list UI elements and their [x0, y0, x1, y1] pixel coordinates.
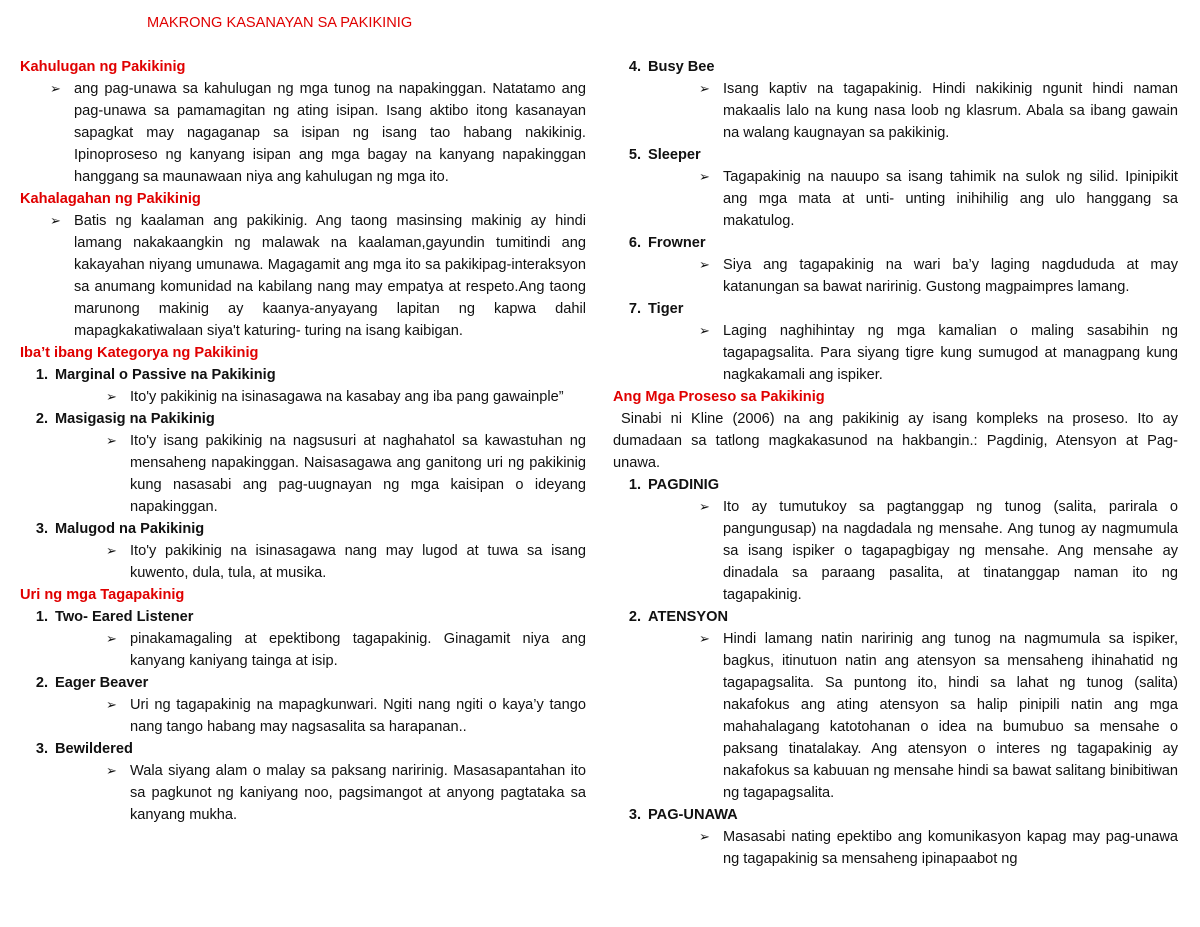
section-uri-continued — [613, 56, 1178, 386]
proseso-item-bullet: ➢ Ito ay tumutukoy sa pagtanggap ng tunog (salita, parirala o pangungusap) na nagdadala ng mensahe. Ang tunog ay nagmumula sa isang ispiker o tagapagbigay ng mensahe. Ang mensahe ay dinadala sa paraang pasalita, at tinatanggap naman ito ng tagapakinig. — [613, 496, 1178, 606]
kategorya-item-bullet: ➢ Ito'y isang pakikinig na nagsusuri at naghahatol sa kawastuhan ng mensaheng napakinggan. Naisasagawa ang ganitong uri ng pakikinig kung nasasabi ang pag-uugnayan ng mga kaisipan o ideyang napakinggan. — [20, 430, 586, 518]
proseso-item-bullet: ➢ Masasabi nating epektibo ang komunikasyon kapag may pag-unawa ng tagapakinig sa mensaheng ipinapaabot ng — [613, 826, 1178, 870]
section-kahalagahan — [20, 188, 586, 342]
section-kategorya — [20, 342, 586, 584]
proseso-item-bullet: ➢ Hindi lamang natin naririnig ang tunog na nagmumula sa ispiker, bagkus, itinutuon natin ang atensyon sa mensaheng ihinahatid ng tagapagsalita. Sa puntong ito, hindi sa lahat ng tunog (salita) nakafokus ang ating atensyon sa halip pinipili natin ang mga mahahalagang katotohanan o idea na bumubuo sa mensahe o paksang tinatalakay. Ang atensyon o interes ng tagapakinig ay nakafokus sa kabuuan ng mensahe hindi sa bawat salitang binibitiwan ng tagapagsalita. — [613, 628, 1178, 804]
proseso-intro: Sinabi ni Kline (2006) na ang pakikinig ay isang kompleks na proseso. Ito ay dumadaan sa tatlong magkakasunod na hakbangin.: Pagdinig, Atensyon at Pag-unawa. — [613, 411, 1178, 471]
uri-item-bullet: ➢ Wala siyang alam o malay sa paksang naririnig. Masasapantahan ito sa pagkunot ng kaniyang noo, pagsimangot at anyong pagtataka sa kanyang mukha. — [20, 760, 586, 826]
heading-kahalagahan: Kahalagahan ng Pakikinig — [20, 191, 201, 207]
kahalagahan-text: Batis ng kaalaman ang pakikinig. Ang taong masinsing makinig ay hindi lamang nakakaangkin ng malawak na kaalaman,gayundin tumitindi ang kakayahan niyang umunawa. Magagamit ang mga ito sa pakikipag-interaksyon sa anumang komunidad na kabilang nang may empatya at respeto.Ang taong marunong makinig ay kaanya-anyayang lapitan ng kapwa dahil mapagkakatiwalaan siya't katuring- turing na isang kaibigan. — [74, 213, 586, 339]
uri-item-title: 3. Bewildered — [35, 741, 133, 757]
bullet-kahulugan — [20, 78, 586, 188]
right-column — [613, 0, 1178, 870]
section-proseso — [613, 386, 1178, 870]
arrow-bullet-icon: ➢ — [50, 213, 61, 228]
heading-uri: Uri ng mga Tagapakinig — [20, 587, 185, 603]
heading-proseso: Ang Mga Proseso sa Pakikinig — [613, 389, 825, 405]
arrow-bullet-icon: ➢ — [699, 631, 710, 646]
arrow-bullet-icon: ➢ — [699, 169, 710, 184]
arrow-bullet-icon: ➢ — [699, 499, 710, 514]
arrow-bullet-icon: ➢ — [106, 389, 117, 404]
arrow-bullet-icon: ➢ — [106, 631, 117, 646]
uri-item-title: 1. Two- Eared Listener — [35, 609, 194, 625]
kategorya-item-title: 2. Masigasig na Pakikinig — [35, 411, 215, 427]
uri-item-title: 7. Tiger — [628, 301, 684, 317]
proseso-item-title: 1. PAGDINIG — [628, 477, 720, 493]
kategorya-item-title: 1. Marginal o Passive na Pakikinig — [35, 367, 276, 383]
proseso-item-title: 2. ATENSYON — [628, 609, 729, 625]
uri-item-bullet: ➢ Laging naghihintay ng mga kamalian o maling sasabihin ng tagapagsalita. Para siyang tigre kung sumugod at managpang kung nagkakamali ang ispiker. — [613, 320, 1178, 386]
left-column — [20, 0, 586, 826]
heading-kategorya: Iba’t ibang Kategorya ng Pakikinig — [20, 345, 259, 361]
uri-item-title: 2. Eager Beaver — [35, 675, 149, 691]
uri-item-title: 5. Sleeper — [628, 147, 701, 163]
arrow-bullet-icon: ➢ — [699, 81, 710, 96]
arrow-bullet-icon: ➢ — [106, 697, 117, 712]
uri-item-title: 4. Busy Bee — [628, 59, 715, 75]
uri-item-bullet: ➢ Isang kaptiv na tagapakinig. Hindi nakikinig ngunit hindi naman makaalis lalo na kung nasa loob ng klasrum. Abala sa ibang gawain na walang kaugnayan sa pakikinig. — [613, 78, 1178, 144]
uri-item-bullet: ➢ Uri ng tagapakinig na mapagkunwari. Ngiti nang ngiti o kaya’y tango nang tango habang may nagsasalita sa harapanan.. — [20, 694, 586, 738]
arrow-bullet-icon: ➢ — [50, 81, 61, 96]
kahulugan-text: ang pag-unawa sa kahulugan ng mga tunog na napakinggan. Natatamo ang pag-unawa sa pamamagitan ng ating isipan. Isang aktibo itong kasanayan sapagkat may nagaganap sa isipan ng isang tao habang nakikinig. Ipinoproseso ng kanyang isipan ang mga bagay na kanyang napakinggan hanggang sa maunawaan niya ang kahulugan ng mga ito. — [74, 81, 586, 185]
arrow-bullet-icon: ➢ — [699, 323, 710, 338]
bullet-kahalagahan — [20, 210, 586, 342]
section-uri — [20, 584, 586, 826]
arrow-bullet-icon: ➢ — [106, 433, 117, 448]
arrow-bullet-icon: ➢ — [106, 763, 117, 778]
uri-item-bullet: ➢ Siya ang tagapakinig na wari ba’y laging nagdududa at may katanungan sa bawat naririnig. Gustong magpaimpres lamang. — [613, 254, 1178, 298]
kategorya-item-bullet: ➢ Ito'y pakikinig na isinasagawa na kasabay ang iba pang gawainple” — [20, 386, 586, 408]
proseso-item-title: 3. PAG-UNAWA — [628, 807, 738, 823]
document-title: MAKRONG KASANAYAN SA PAKIKINIG — [147, 15, 413, 31]
arrow-bullet-icon: ➢ — [699, 257, 710, 272]
uri-item-bullet: ➢ Tagapakinig na nauupo sa isang tahimik na sulok ng silid. Ipinipikit ang mga mata at unti- unting inihihilig ang ulo hanggang sa makatulog. — [613, 166, 1178, 232]
kategorya-item-bullet: ➢ Ito'y pakikinig na isinasagawa nang may lugod at tuwa sa isang kuwento, dula, tula, at musika. — [20, 540, 586, 584]
arrow-bullet-icon: ➢ — [699, 829, 710, 844]
kategorya-item-title: 3. Malugod na Pakikinig — [35, 521, 205, 537]
arrow-bullet-icon: ➢ — [106, 543, 117, 558]
uri-item-title: 6. Frowner — [628, 235, 706, 251]
section-kahulugan — [20, 56, 586, 188]
heading-kahulugan: Kahulugan ng Pakikinig — [20, 59, 186, 75]
uri-item-bullet: ➢ pinakamagaling at epektibong tagapakinig. Ginagamit niya ang kanyang kaniyang tainga at isip. — [20, 628, 586, 672]
